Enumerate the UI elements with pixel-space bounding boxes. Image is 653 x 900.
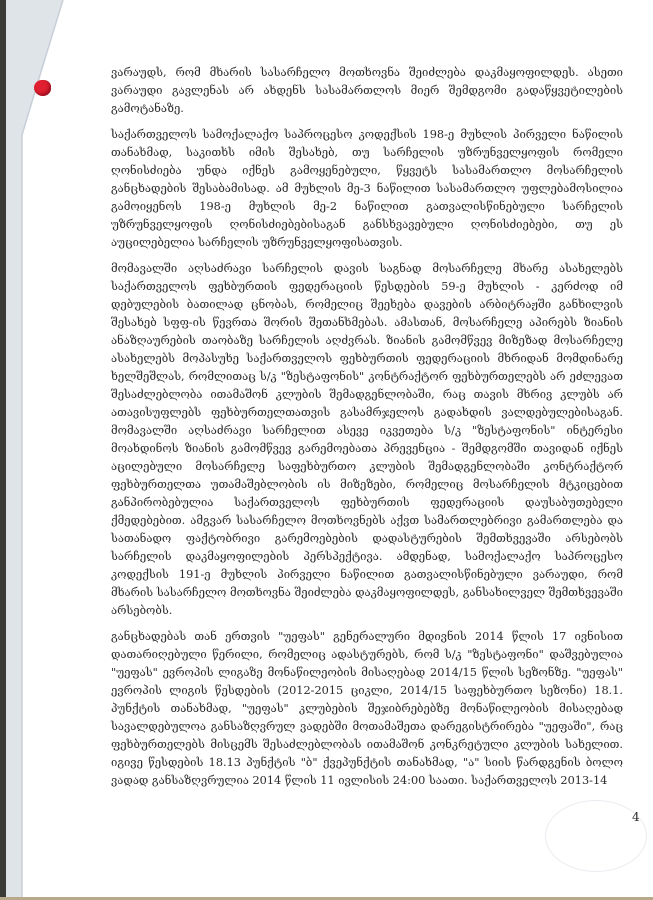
paragraph: ვარაუდს, რომ მხარის სასარჩელო მოთხოვნა შეიძლება დაკმაყოფილდეს. ასეთი ვარაუდი გავლენას არ ახდენს სასამართლოს მიერ შემდგომი გადაწყვეტილების გამოტანაზე.	[111, 66, 623, 115]
page-number: 4	[632, 810, 640, 824]
wax-seal-icon	[34, 80, 51, 96]
document-body	[111, 64, 623, 798]
paragraph: საქართველოს სამოქალაქო საპროცესო კოდექსის 198-ე მუხლის პირველი ნაწილის თანახმად, საკითხს იმის შესახებ, თუ სარჩელის უზრუნველყოფის რომელი ღონისძიება უნდა იქნეს გამოყენებული, წყვეტს სასამართლო მოსარჩელის განცხადების შესაბამისად. ამ მუხლის მე-3 ნაწილით სასამართლო უფლებამოსილია გამოიყენოს 198-ე მუხლის მე-2 ნაწილით გათვალისწინებული სარჩელის უზრუნველყოფის ღონისძიებებისაგან განსხვავებული ღონისძიებები, თუ ეს აუცილებელია სარჩელის უზრუნველყოფისათვის.	[111, 128, 623, 249]
paragraph: მომავალში აღსაძრავი სარჩელის დავის საგნად მოსარჩელე მხარე ასახელებს საქართველოს ფეხბურთის ფედერაციის წესდების 59-ე მუხლის - კერძოდ იმ დებულების ბათილად ცნობას, რომელიც შეეხება დავების არბიტრაჟში განხილვის შესახებ სფფ-ის წევრთა შორის შეთანხმებას. ამასთან, მოსარჩელე აპირებს ზიანის ანაზღაურების თაობაზე სარჩელის აღძვრას. ზიანის გამომწვევ მიზეზად მოსარჩელე ასახელებს მოპასუხე საქართველოს ფეხბურთის ფედერაციის მხრიდან მომდინარე ხელშეშლას, რომლითაც ს/კ "ზესტაფონის" კონტრაქტორ ფეხბურთელებს არ ეძლევათ შესაძლებლობა ითამაშონ კლუბის შემადგენლობაში, რაც თავის მხრივ კლუბს არ ათავისუფლებს ფეხბურთელთათვის გასამრჯელოს გადახდის ვალდებულებისაგან. მომავალში აღსაძრავი სარჩელით ასევე იკვეთება ს/კ "ზესტაფონის" ინტერესი მოახდინოს ზიანის გამომწვევ გარემოებათა პრევენცია - შემდგომში თავიდან იქნეს აცილებული მოსარჩელე საფეხბურთო კლუბის შემადგენლობაში კონტრაქტორ ფეხბურთელთა უთამაშებლობის ის მიზეზები, რომელიც მოსარჩელის მტკიცებით განპირობებულია საქართველოს ფეხბურთის ფედერაციის დაუსაბუთებელი ქმედებებით. ამგვარ სასარჩელო მოთხოვნებს აქვთ სამართლებრივი გამართლება და სათანადო ფაქტობრივი გარემოებების დადასტურების შემთხვევაში არსებობს სარჩელის დაკმაყოფილების პერსპექტივა. ამდენად, სამოქალაქო საპროცესო კოდექსის 191-ე მუხლის პირველი ნაწილით გათვალისწინებული ვარაუდი, რომ მხარის სასარჩელო მოთხოვნა შეიძლება დაკმაყოფილდეს, განსახილველ შემთხვევაში არსებობს.	[111, 262, 623, 617]
paragraph: განცხადებას თან ერთვის "უეფას" გენერალური მდივნის 2014 წლის 17 ივნისით დათარიღებული წერილი, რომელიც ადასტურებს, რომ ს/კ "ზესტაფონი" დაშვებულია "უეფას" ევროპის ლიგაზე მონაწილეობის მისაღებად 2014/15 წლის სეზონზე. "უეფას" ევროპის ლიგის წესდების (2012-2015 ციკლი, 2014/15 საფეხბურთო სეზონი) 18.1. პუნქტის თანახმად, "უეფას" კლუბების შეჯიბრებებზე მონაწილეობის მისაღებად სავალდებულოა განსაზღვრულ ვადებში მოთამაშეთა დარეგისტრირება "უეფაში", რაც ფეხბურთელებს მისცემს შესაძლებლობას ითამაშონ კონკრეტული კლუბის სახელით. იგივე წესდების 18.13 პუნქტის "ბ" ქვეპუნქტის თანახმად, "ა" სიის წარდგენის ბოლო ვადად განსაზღვრულია 2014 წლის 11 ივლისის 24:00 საათი. საქართველოს 2013-14	[111, 630, 623, 787]
